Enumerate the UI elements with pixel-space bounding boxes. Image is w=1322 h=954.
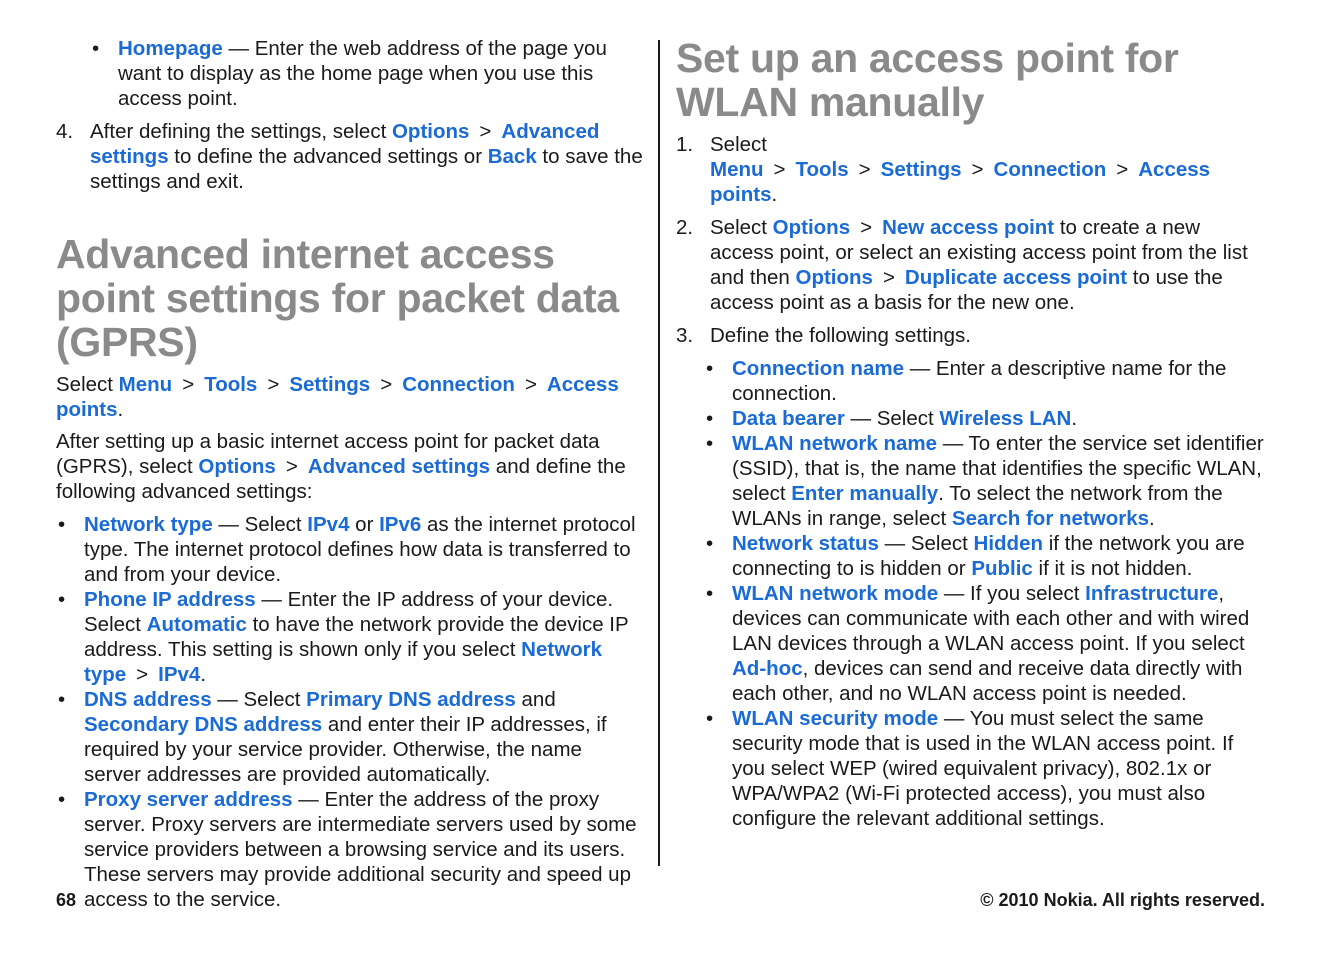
- menu-link[interactable]: Menu: [118, 373, 173, 396]
- advanced-settings-link[interactable]: Advanced settings: [90, 120, 600, 168]
- list-item-dns: • DNS address — Select Primary DNS address and Secondary DNS address and enter their IP addresses, if required by your service provider. Otherwise, the name server addresses are provided automatically.: [56, 687, 644, 787]
- hidden-link[interactable]: Hidden: [973, 532, 1043, 555]
- step-3: 3. Define the following settings. • Connection name — Enter a descriptive name for the connection. • Data bearer — Select Wireless LAN. • WLAN network name — To enter the service set identifier (SSID), that is, the name that identifies the specific WLAN, select Enter manually. To select the network from the WLANs in range, select Search for networks. • Network status — Select Hidden if the network you are connecting to is hidden or Public if it is not hidden. • WLAN network mode — If you select Infrastructure, devices can communicate with each other and with wired LAN devices through a WLAN access point. If you select Ad-hoc, devices can send and receive data directly with each other, and no WLAN access point is needed. • WLAN security mode — You must select the same security mode that is used in the WLAN access point. If you select WEP (wired equivalent privacy), 802.1x or WPA/WPA2 (Wi-Fi protected access), you must also configure the relevant additional settings.: [676, 323, 1266, 831]
- network-status-link[interactable]: Network status: [732, 532, 879, 555]
- step-1: 1. Select Menu > Tools > Settings > Connection > Access points.: [676, 133, 1211, 206]
- right-column: [676, 36, 1266, 831]
- ipv6-link[interactable]: IPv6: [379, 513, 422, 536]
- list-item-proxy: • Proxy server address — Enter the address of the proxy server. Proxy servers are intermediate servers used by some service providers between a browsing service and its users. These servers may provide additional security and speed up access to the service.: [56, 787, 644, 912]
- step-2: 2. Select Options > New access point to create a new access point, or select an existing access point from the list and then Options > Duplicate access point to use the access point as a basis for the new one.: [676, 216, 1248, 314]
- network-type-link[interactable]: Network type: [84, 513, 213, 536]
- automatic-link[interactable]: Automatic: [146, 613, 247, 636]
- ad-hoc-link[interactable]: Ad-hoc: [732, 657, 803, 680]
- new-access-point-link[interactable]: New access point: [882, 216, 1055, 239]
- list-item-phone-ip: • Phone IP address — Enter the IP address of your device. Select Automatic to have the network provide the device IP address. This setting is shown only if you select Network type > IPv4.: [56, 587, 644, 687]
- options-link[interactable]: Options: [198, 455, 276, 478]
- list-item-wlan-security-mode: • WLAN security mode — You must select the same security mode that is used in the WLAN access point. If you select WEP (wired equivalent privacy), 802.1x or WPA/WPA2 (Wi-Fi protected access), you must also configure the relevant additional settings.: [704, 706, 1266, 831]
- options-link[interactable]: Options: [772, 216, 851, 239]
- public-link[interactable]: Public: [971, 557, 1033, 580]
- step-4: 4. After defining the settings, select Options > Advanced settings to define the advanced settings or Back to save the settings and exit.: [56, 120, 643, 193]
- wlan-steps: [676, 132, 1266, 831]
- secondary-dns-link[interactable]: Secondary DNS address: [84, 713, 323, 736]
- primary-dns-link[interactable]: Primary DNS address: [306, 688, 516, 711]
- section-heading-wlan: Set up an access point for WLAN manually: [676, 35, 1179, 125]
- nav-path: Select Menu > Tools > Settings > Connection > Access points.: [56, 373, 619, 421]
- back-link[interactable]: Back: [487, 145, 537, 168]
- list-item-homepage: • Homepage — Enter the web address of the page you want to display as the home page when you use this access point.: [90, 36, 644, 111]
- ipv4-link[interactable]: IPv4: [307, 513, 350, 536]
- step-number: 3.: [676, 324, 694, 347]
- ipv4-link[interactable]: IPv4: [158, 663, 201, 686]
- list-item-connection-name: • Connection name — Enter a descriptive name for the connection.: [704, 356, 1266, 406]
- access-points-link[interactable]: Access points: [710, 158, 1211, 206]
- access-points-link[interactable]: Access points: [56, 373, 619, 421]
- settings-link[interactable]: Settings: [289, 373, 371, 396]
- left-column: [56, 36, 644, 912]
- settings-link[interactable]: Settings: [880, 158, 962, 181]
- enter-manually-link[interactable]: Enter manually: [791, 482, 939, 505]
- options-link[interactable]: Options: [391, 120, 470, 143]
- page-number: 68: [56, 890, 77, 910]
- connection-link[interactable]: Connection: [993, 158, 1107, 181]
- infrastructure-link[interactable]: Infrastructure: [1085, 582, 1219, 605]
- list-item-network-status: • Network status — Select Hidden if the network you are connecting to is hidden or Public if it is not hidden.: [704, 531, 1266, 581]
- step-number: 1.: [676, 133, 694, 156]
- connection-link[interactable]: Connection: [402, 373, 515, 396]
- continued-steps: [56, 119, 644, 194]
- tools-link[interactable]: Tools: [204, 373, 258, 396]
- wlan-settings-list: [704, 356, 1266, 831]
- duplicate-access-point-link[interactable]: Duplicate access point: [904, 266, 1128, 289]
- wlan-network-name-link[interactable]: WLAN network name: [732, 432, 938, 455]
- list-item-network-type: • Network type — Select IPv4 or IPv6 as the internet protocol type. The internet protocol defines how data is transferred to and from your device.: [56, 512, 644, 587]
- homepage-link[interactable]: Homepage: [118, 37, 223, 60]
- column-divider: [658, 40, 660, 866]
- step-number: 4.: [56, 120, 74, 143]
- section-heading-gprs: Advanced internet access point settings for packet data (GPRS): [56, 231, 619, 365]
- advanced-settings-link[interactable]: Advanced settings: [307, 455, 491, 478]
- options-link[interactable]: Options: [795, 266, 873, 289]
- intro-paragraph: After setting up a basic internet access point for packet data (GPRS), select Options > Advanced settings and define the following advanced settings:: [56, 430, 626, 503]
- connection-name-link[interactable]: Connection name: [732, 357, 904, 380]
- advanced-settings-list: [56, 512, 644, 912]
- search-for-networks-link[interactable]: Search for networks: [951, 507, 1149, 530]
- step-number: 2.: [676, 216, 694, 239]
- dns-address-link[interactable]: DNS address: [84, 688, 212, 711]
- phone-ip-address-link[interactable]: Phone IP address: [84, 588, 256, 611]
- tools-link[interactable]: Tools: [795, 158, 849, 181]
- list-item-wlan-network-name: • WLAN network name — To enter the service set identifier (SSID), that is, the name that identifies the specific WLAN, select Enter manually. To select the network from the WLANs in range, select Search for networks.: [704, 431, 1266, 531]
- wlan-network-mode-link[interactable]: WLAN network mode: [732, 582, 939, 605]
- data-bearer-link[interactable]: Data bearer: [732, 407, 845, 430]
- proxy-server-address-link[interactable]: Proxy server address: [84, 788, 293, 811]
- copyright: © 2010 Nokia. All rights reserved.: [980, 890, 1265, 910]
- continued-list: [90, 36, 644, 111]
- menu-link[interactable]: Menu: [710, 158, 764, 181]
- list-item-wlan-network-mode: • WLAN network mode — If you select Infrastructure, devices can communicate with each other and with wired LAN devices through a WLAN access point. If you select Ad-hoc, devices can send and receive data directly with each other, and no WLAN access point is needed.: [704, 581, 1266, 706]
- wlan-security-mode-link[interactable]: WLAN security mode: [732, 707, 939, 730]
- network-type-link[interactable]: Network type: [84, 638, 603, 686]
- list-item-data-bearer: • Data bearer — Select Wireless LAN.: [704, 406, 1266, 431]
- wireless-lan-link[interactable]: Wireless LAN: [939, 407, 1072, 430]
